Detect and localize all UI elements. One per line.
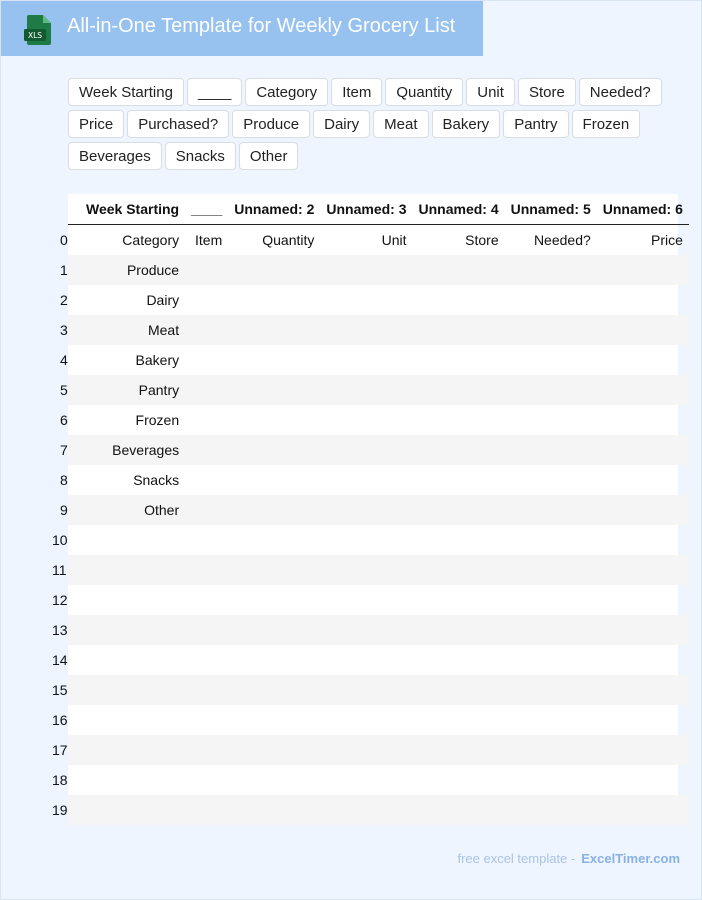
table-cell[interactable] bbox=[185, 615, 228, 645]
row-index: 18 bbox=[52, 772, 68, 788]
table-cell[interactable] bbox=[413, 765, 505, 795]
table-cell[interactable] bbox=[505, 615, 597, 645]
table-cell[interactable] bbox=[413, 345, 505, 375]
table-cell[interactable] bbox=[413, 525, 505, 555]
table-cell[interactable]: Unit bbox=[381, 232, 407, 248]
table-cell[interactable] bbox=[228, 405, 320, 435]
table-cell[interactable] bbox=[597, 405, 689, 435]
table-cell[interactable] bbox=[505, 525, 597, 555]
table-cell[interactable] bbox=[228, 525, 320, 555]
table-cell[interactable] bbox=[228, 555, 320, 585]
table-cell[interactable]: Quantity bbox=[262, 232, 315, 248]
table-cell[interactable] bbox=[80, 615, 185, 645]
page-header bbox=[1, 1, 483, 56]
column-header[interactable]: Unnamed: 2 bbox=[234, 201, 315, 217]
table-cell[interactable] bbox=[185, 255, 228, 285]
table-cell[interactable] bbox=[597, 645, 689, 675]
row-index: 16 bbox=[52, 712, 68, 728]
table-row bbox=[68, 375, 689, 405]
table-row bbox=[68, 765, 689, 795]
table-cell[interactable] bbox=[413, 465, 505, 495]
table-cell[interactable] bbox=[228, 705, 320, 735]
row-index: 17 bbox=[52, 742, 68, 758]
row-index: 6 bbox=[60, 412, 68, 428]
table-row bbox=[68, 465, 689, 495]
table-cell[interactable] bbox=[228, 465, 320, 495]
table-cell[interactable] bbox=[185, 765, 228, 795]
table-cell[interactable]: Frozen bbox=[135, 412, 180, 428]
table-row bbox=[68, 675, 689, 705]
table-cell[interactable]: Item bbox=[195, 232, 223, 248]
table-cell[interactable] bbox=[80, 645, 185, 675]
table-cell[interactable] bbox=[505, 735, 597, 765]
table-cell[interactable] bbox=[320, 345, 412, 375]
table-cell[interactable]: Produce bbox=[126, 262, 180, 278]
table-cell[interactable] bbox=[228, 495, 320, 525]
table-cell[interactable]: Snacks bbox=[133, 472, 180, 488]
table-cell[interactable] bbox=[80, 705, 185, 735]
table-row bbox=[68, 345, 689, 375]
table-row bbox=[68, 795, 689, 825]
table-cell[interactable] bbox=[320, 765, 412, 795]
table-cell[interactable] bbox=[597, 255, 689, 285]
table-cell[interactable] bbox=[185, 585, 228, 615]
table-cell[interactable] bbox=[228, 795, 320, 825]
table-cell[interactable] bbox=[228, 585, 320, 615]
column-header[interactable]: Unnamed: 3 bbox=[326, 201, 407, 217]
column-chip[interactable]: Frozen bbox=[572, 110, 641, 138]
table-cell[interactable] bbox=[228, 765, 320, 795]
table-cell[interactable] bbox=[597, 495, 689, 525]
column-chip[interactable]: Unit bbox=[466, 78, 515, 106]
table-cell[interactable] bbox=[413, 735, 505, 765]
table-cell[interactable] bbox=[413, 255, 505, 285]
table-cell[interactable] bbox=[505, 345, 597, 375]
column-chip[interactable]: Item bbox=[331, 78, 382, 106]
table-header-row bbox=[68, 194, 689, 225]
table-cell[interactable] bbox=[505, 285, 597, 315]
data-table-container[interactable] bbox=[52, 194, 683, 825]
table-row bbox=[68, 555, 689, 585]
row-index: 12 bbox=[52, 592, 68, 608]
row-index: 13 bbox=[52, 622, 68, 638]
table-cell[interactable] bbox=[413, 615, 505, 645]
table-cell[interactable] bbox=[320, 795, 412, 825]
table-cell[interactable] bbox=[80, 555, 185, 585]
table-cell[interactable] bbox=[185, 345, 228, 375]
table-cell[interactable] bbox=[505, 555, 597, 585]
table-cell[interactable] bbox=[185, 375, 228, 405]
table-cell[interactable] bbox=[320, 315, 412, 345]
row-index: 4 bbox=[60, 352, 68, 368]
table-row bbox=[68, 285, 689, 315]
table-cell[interactable] bbox=[413, 645, 505, 675]
table-cell[interactable] bbox=[320, 375, 412, 405]
row-index: 10 bbox=[52, 532, 68, 548]
column-chip[interactable]: Produce bbox=[232, 110, 310, 138]
table-label-row bbox=[68, 225, 689, 256]
table-cell[interactable] bbox=[413, 405, 505, 435]
table-cell[interactable] bbox=[228, 315, 320, 345]
table-row bbox=[68, 615, 689, 645]
table-cell[interactable] bbox=[228, 435, 320, 465]
table-cell[interactable] bbox=[185, 705, 228, 735]
table-cell[interactable] bbox=[228, 645, 320, 675]
column-chip[interactable]: Store bbox=[518, 78, 576, 106]
table-cell[interactable] bbox=[413, 435, 505, 465]
table-cell[interactable] bbox=[597, 345, 689, 375]
table-cell[interactable]: Dairy bbox=[146, 292, 180, 308]
table-cell[interactable] bbox=[505, 405, 597, 435]
table-cell[interactable] bbox=[320, 645, 412, 675]
table-cell[interactable] bbox=[185, 315, 228, 345]
table-cell[interactable] bbox=[320, 285, 412, 315]
table-cell[interactable] bbox=[597, 705, 689, 735]
row-index: 19 bbox=[52, 802, 68, 818]
table-cell[interactable] bbox=[505, 255, 597, 285]
table-cell[interactable] bbox=[597, 675, 689, 705]
table-cell[interactable] bbox=[505, 375, 597, 405]
table-cell[interactable] bbox=[505, 465, 597, 495]
table-cell[interactable] bbox=[228, 735, 320, 765]
footer bbox=[457, 851, 680, 866]
table-cell[interactable] bbox=[413, 675, 505, 705]
column-header[interactable]: Unnamed: 5 bbox=[510, 201, 591, 217]
column-header[interactable]: Unnamed: 4 bbox=[418, 201, 499, 217]
row-index: 0 bbox=[60, 232, 68, 248]
table-cell[interactable] bbox=[413, 585, 505, 615]
table-cell[interactable] bbox=[320, 525, 412, 555]
table-cell[interactable] bbox=[597, 525, 689, 555]
table-cell[interactable] bbox=[80, 585, 185, 615]
table-cell[interactable] bbox=[228, 285, 320, 315]
table-cell[interactable] bbox=[597, 735, 689, 765]
table-cell[interactable] bbox=[505, 675, 597, 705]
table-cell[interactable] bbox=[185, 285, 228, 315]
table-cell[interactable] bbox=[185, 495, 228, 525]
table-row bbox=[68, 705, 689, 735]
table-cell[interactable] bbox=[228, 675, 320, 705]
table-cell[interactable] bbox=[80, 675, 185, 705]
table-cell[interactable] bbox=[185, 645, 228, 675]
table-row bbox=[68, 435, 689, 465]
table-cell[interactable] bbox=[320, 615, 412, 645]
table-cell[interactable] bbox=[505, 705, 597, 735]
table-row bbox=[68, 735, 689, 765]
table-cell[interactable] bbox=[228, 375, 320, 405]
row-index: 9 bbox=[60, 502, 68, 518]
column-chip[interactable]: Other bbox=[239, 142, 299, 170]
column-chip[interactable]: Category bbox=[245, 78, 328, 106]
table-cell[interactable]: Meat bbox=[147, 322, 180, 338]
table-cell[interactable]: Category bbox=[122, 232, 180, 248]
table-cell[interactable] bbox=[185, 735, 228, 765]
table-row bbox=[68, 255, 689, 285]
table-cell[interactable] bbox=[320, 675, 412, 705]
column-header[interactable]: Week Starting bbox=[86, 201, 180, 217]
column-header[interactable]: Unnamed: 6 bbox=[602, 201, 683, 217]
table-cell[interactable] bbox=[228, 345, 320, 375]
table-cell[interactable] bbox=[320, 255, 412, 285]
row-index: 8 bbox=[60, 472, 68, 488]
table-cell[interactable] bbox=[320, 555, 412, 585]
table-cell[interactable] bbox=[505, 435, 597, 465]
table-cell[interactable] bbox=[597, 795, 689, 825]
table-cell[interactable] bbox=[320, 585, 412, 615]
table-cell[interactable] bbox=[185, 675, 228, 705]
row-index: 14 bbox=[52, 652, 68, 668]
table-cell[interactable]: Store bbox=[465, 232, 499, 248]
column-chip[interactable]: Meat bbox=[373, 110, 428, 138]
table-cell[interactable] bbox=[413, 375, 505, 405]
row-index: 2 bbox=[60, 292, 68, 308]
table-cell[interactable] bbox=[320, 435, 412, 465]
table-cell[interactable] bbox=[413, 315, 505, 345]
table-cell[interactable] bbox=[505, 495, 597, 525]
table-cell[interactable] bbox=[228, 615, 320, 645]
table-cell[interactable] bbox=[228, 255, 320, 285]
column-chip[interactable]: Bakery bbox=[432, 110, 501, 138]
table-cell[interactable] bbox=[597, 375, 689, 405]
footer-brand-link[interactable]: ExcelTimer.com bbox=[581, 851, 680, 866]
table-cell[interactable] bbox=[597, 585, 689, 615]
table-cell[interactable] bbox=[185, 435, 228, 465]
column-chip[interactable]: Snacks bbox=[165, 142, 236, 170]
table-cell[interactable]: Needed? bbox=[533, 232, 591, 248]
table-cell[interactable] bbox=[597, 315, 689, 345]
column-chip[interactable]: Needed? bbox=[579, 78, 662, 106]
table-cell[interactable]: Beverages bbox=[112, 442, 180, 458]
row-index: 3 bbox=[60, 322, 68, 338]
column-chip[interactable]: Pantry bbox=[503, 110, 568, 138]
table-cell[interactable] bbox=[413, 285, 505, 315]
excel-file-icon bbox=[23, 14, 53, 46]
table-cell[interactable] bbox=[597, 285, 689, 315]
table-cell[interactable] bbox=[185, 465, 228, 495]
row-index: 7 bbox=[60, 442, 68, 458]
page-title: All-in-One Template for Weekly Grocery List bbox=[67, 15, 456, 37]
row-index: 15 bbox=[52, 682, 68, 698]
table-cell[interactable] bbox=[413, 495, 505, 525]
table-row bbox=[68, 585, 689, 615]
table-cell[interactable]: Other bbox=[144, 502, 180, 518]
table-cell[interactable] bbox=[185, 795, 228, 825]
table-cell[interactable] bbox=[597, 615, 689, 645]
column-chip[interactable]: Week Starting bbox=[68, 78, 184, 106]
column-chip[interactable]: Dairy bbox=[313, 110, 370, 138]
data-table bbox=[52, 194, 689, 825]
table-cell[interactable] bbox=[185, 555, 228, 585]
column-chip[interactable]: Quantity bbox=[385, 78, 463, 106]
column-chip[interactable]: Beverages bbox=[68, 142, 162, 170]
table-row bbox=[68, 315, 689, 345]
table-cell[interactable] bbox=[597, 555, 689, 585]
table-cell[interactable] bbox=[413, 795, 505, 825]
table-cell[interactable] bbox=[80, 525, 185, 555]
table-row bbox=[68, 405, 689, 435]
row-index: 5 bbox=[60, 382, 68, 398]
table-cell[interactable] bbox=[320, 405, 412, 435]
column-chip-list bbox=[68, 78, 668, 170]
table-row bbox=[68, 495, 689, 525]
table-cell[interactable]: Bakery bbox=[135, 352, 180, 368]
row-index: 11 bbox=[52, 562, 67, 578]
table-cell[interactable] bbox=[80, 735, 185, 765]
table-cell[interactable] bbox=[80, 795, 185, 825]
table-cell[interactable] bbox=[413, 555, 505, 585]
table-cell[interactable] bbox=[505, 765, 597, 795]
table-cell[interactable] bbox=[413, 705, 505, 735]
table-cell[interactable]: Pantry bbox=[138, 382, 180, 398]
table-cell[interactable] bbox=[185, 525, 228, 555]
table-cell[interactable] bbox=[320, 495, 412, 525]
table-cell[interactable] bbox=[505, 585, 597, 615]
table-cell[interactable] bbox=[597, 465, 689, 495]
table-row bbox=[68, 525, 689, 555]
excel-icon-text: XLS bbox=[27, 31, 43, 40]
table-cell[interactable] bbox=[597, 765, 689, 795]
footer-text: free excel template - bbox=[457, 851, 576, 866]
table-cell[interactable] bbox=[505, 645, 597, 675]
column-chip[interactable]: Purchased? bbox=[127, 110, 229, 138]
table-cell[interactable] bbox=[320, 705, 412, 735]
table-index-header bbox=[68, 194, 80, 225]
column-header[interactable]: ____ bbox=[191, 201, 223, 217]
row-index: 1 bbox=[60, 262, 68, 278]
column-chip[interactable]: ____ bbox=[187, 78, 242, 106]
table-cell[interactable] bbox=[505, 315, 597, 345]
table-cell[interactable] bbox=[320, 735, 412, 765]
table-cell[interactable] bbox=[80, 765, 185, 795]
table-cell[interactable] bbox=[185, 405, 228, 435]
table-cell[interactable] bbox=[597, 435, 689, 465]
table-cell[interactable]: Price bbox=[650, 232, 683, 248]
table-row bbox=[68, 645, 689, 675]
column-chip[interactable]: Price bbox=[68, 110, 124, 138]
table-cell[interactable] bbox=[320, 465, 412, 495]
table-cell[interactable] bbox=[505, 795, 597, 825]
